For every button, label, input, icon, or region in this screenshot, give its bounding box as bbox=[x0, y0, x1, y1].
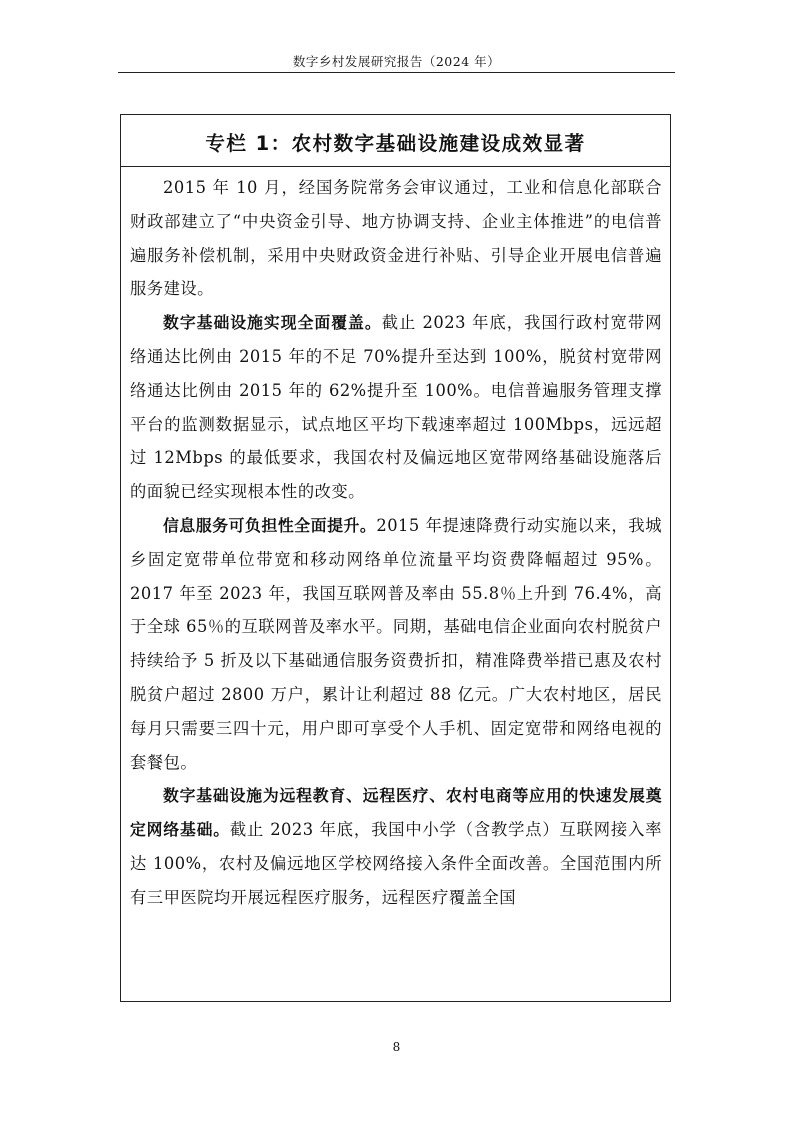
paragraph-affordability bbox=[130, 509, 662, 779]
paragraph-mechanism bbox=[130, 171, 662, 306]
column-box bbox=[120, 114, 671, 1002]
column-title-row bbox=[121, 115, 670, 167]
header-divider bbox=[118, 72, 675, 73]
paragraph-lead: 数字基础设施实现全面覆盖。 bbox=[163, 313, 382, 333]
column-title: 专栏 1：农村数字基础设施建设成效显著 bbox=[205, 131, 586, 155]
paragraph-text: 截止 2023 年底，我国中小学（含教学点）互联网接入率达 100%，农村及偏远地区学校网络接入条件全面改善。全国范围内所有三甲医院均开展远程医疗服务，远程医疗覆盖全国 bbox=[130, 820, 662, 907]
page-number: 8 bbox=[392, 1040, 401, 1054]
paragraph-lead: 数字基础设施为远程教育、远程医疗、农村电商等应用的快速发展奠定网络基础。 bbox=[130, 786, 662, 840]
paragraph-text: 2015 年提速降费行动实施以来，我城乡固定宽带单位带宽和移动网络单位流量平均资费降幅超过 95%。2017 年至 2023 年，我国互联网普及率由 55.8％上升到 76.4%，高于全球 65％的互联网普及率水平。同期，基础电信企业面向农村脱贫户持续给予 5 折及以下基础通信服务资费折扣，精准降费举措已惠及农村脱贫户超过 2800 万户，累计让利超过 88 亿元。广大农村地区，居民每月只需要三四十元，用户即可享受个人手机、固定宽带和网络电视的套餐包。 bbox=[130, 515, 662, 772]
paragraph-coverage bbox=[130, 306, 662, 509]
paragraph-applications bbox=[130, 779, 662, 914]
paragraph-text: 2015 年 10 月，经国务院常务会审议通过，工业和信息化部联合财政部建立了“中央资金引导、地方协调支持、企业主体推进”的电信普遍服务补偿机制，采用中央财政资金进行补贴、引导企业开展电信普遍服务建设。 bbox=[130, 178, 662, 299]
paragraph-lead: 信息服务可负担性全面提升。 bbox=[163, 515, 377, 535]
column-body bbox=[121, 167, 670, 915]
running-header: 数字乡村发展研究报告（2024 年） bbox=[292, 54, 501, 69]
paragraph-text: 截止 2023 年底，我国行政村宽带网络通达比例由 2015 年的不足 70%提升至达到 100%，脱贫村宽带网络通达比例由 2015 年的 62%提升至 100%。电信普遍服务管理支撑平台的监测数据显示，试点地区平均下载速率超过 100Mbps，远远超过 12Mbps 的最低要求，我国农村及偏远地区宽带网络基础设施落后的面貌已经实现根本性的改变。 bbox=[130, 313, 662, 502]
